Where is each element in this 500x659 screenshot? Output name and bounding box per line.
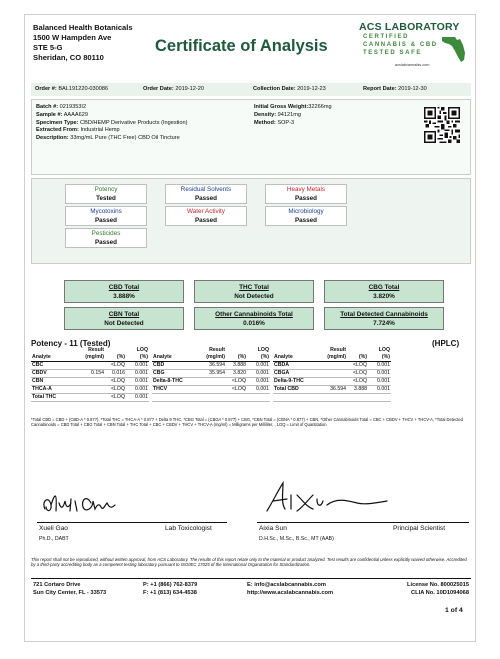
acs-logo bbox=[355, 21, 475, 65]
test-summary-panel bbox=[31, 178, 471, 264]
sample-info bbox=[31, 99, 471, 175]
total-box-thc bbox=[194, 280, 314, 303]
logo-line-1: CERTIFIED bbox=[363, 34, 410, 40]
total-label: CBD Total bbox=[108, 284, 140, 291]
footer-divider bbox=[31, 578, 471, 579]
signature-line bbox=[257, 522, 469, 523]
signature-sun bbox=[257, 479, 427, 519]
footer-license: License No. 800025015 CLIA No. 10D1094068 bbox=[407, 582, 469, 596]
col-analyte: Analyte bbox=[152, 347, 196, 362]
total-box-cbg bbox=[324, 280, 444, 303]
col-result: Result (mg/ml) bbox=[317, 347, 347, 362]
sample-label: Sample #: bbox=[36, 111, 63, 118]
col-analyte: Analyte bbox=[273, 347, 317, 362]
test-name: Mycotoxins bbox=[90, 208, 122, 215]
gross-weight-label: Initial Gross Weight: bbox=[254, 104, 309, 110]
test-name: Water Activity bbox=[187, 208, 225, 215]
potency-method: (HPLC) bbox=[432, 339, 460, 348]
batch-number: 0219353I2 bbox=[59, 104, 87, 110]
order-date-label: Order Date: bbox=[143, 86, 174, 92]
report-date-label: Report Date: bbox=[363, 86, 397, 92]
col-loq: LOQ (%) bbox=[368, 347, 391, 362]
col-pct: (%) bbox=[226, 347, 247, 362]
collection-date: 2019-12-23 bbox=[297, 86, 326, 92]
signer-name: Xueli Gao bbox=[39, 525, 68, 532]
total-value: 3.888% bbox=[113, 293, 135, 300]
total-value: Not Detected bbox=[234, 293, 274, 300]
total-value: 7.724% bbox=[373, 320, 395, 327]
cannabinoid-totals bbox=[31, 270, 471, 340]
col-loq: LOQ (%) bbox=[247, 347, 270, 362]
table-row: THCA-A <LOQ 0.001 THCV <LOQ 0.001 Total CBD 36.594 3.888 0.001 bbox=[32, 386, 390, 392]
total-label: THC Total bbox=[239, 284, 269, 291]
sample-number: AAAA629 bbox=[63, 111, 88, 118]
extracted-from: Industrial Hemp bbox=[80, 127, 120, 134]
description: 33mg/mL Pure (THC Free) CBD Oil Tincture bbox=[70, 135, 180, 142]
footer-address: 721 Cortaro Drive Sun City Center, FL - 33573 bbox=[33, 582, 107, 596]
potency-title: Potency - 11 (Tested) bbox=[31, 339, 111, 348]
density-label: Density: bbox=[254, 111, 277, 118]
signer-name: Aixia Sun bbox=[259, 525, 287, 532]
order-number-label: Order #: bbox=[35, 86, 57, 92]
footer-email-link[interactable]: E: info@acslabcannabis.com bbox=[247, 582, 326, 588]
test-mycotoxins bbox=[65, 206, 147, 226]
total-label: CBN Total bbox=[108, 311, 140, 318]
logo-line-3: TESTED SAFE bbox=[363, 50, 422, 56]
total-label: CBG Total bbox=[368, 284, 400, 291]
logo-url: acslabcannabis.com bbox=[395, 63, 430, 67]
specimen-type-label: Specimen Type: bbox=[36, 119, 79, 126]
coa-page bbox=[24, 14, 476, 642]
footer-phone: P: +1 (866) 762-8379 F: +1 (813) 634-4538 bbox=[143, 582, 198, 596]
signature-gao bbox=[37, 485, 187, 521]
test-name: Potency bbox=[94, 186, 118, 193]
test-result: Passed bbox=[94, 238, 118, 246]
report-date: 2019-12-30 bbox=[398, 86, 427, 92]
order-info-bar bbox=[31, 83, 471, 96]
signer-credentials: D.H.Sc., M.Sc., B.Sc., MT (AAB) bbox=[259, 536, 334, 542]
table-row: CBN <LOQ 0.001 Delta-8-THC <LOQ 0.001 Delta-9-THC <LOQ 0.001 bbox=[32, 378, 390, 384]
test-name: Microbiology bbox=[288, 208, 324, 215]
test-result: Passed bbox=[194, 194, 218, 202]
density: 94121mg bbox=[277, 111, 301, 118]
signer-role: Lab Toxicologist bbox=[165, 525, 212, 532]
qr-code-icon[interactable] bbox=[424, 107, 460, 143]
total-value: 0.016% bbox=[243, 320, 265, 327]
gross-weight: 32266mg bbox=[308, 104, 332, 110]
method-label: Method: bbox=[254, 119, 276, 126]
extracted-from-label: Extracted From: bbox=[36, 127, 79, 134]
test-pesticides bbox=[65, 228, 147, 248]
test-name: Residual Solvents bbox=[180, 186, 232, 193]
total-box-cbd bbox=[64, 280, 184, 303]
table-row: CBDV 0.154 0.016 0.001 CBG 35.954 3.820 0.001 CBGA <LOQ 0.001 bbox=[32, 370, 390, 376]
table-row: CBC <LOQ 0.001 CBD 36.594 3.888 0.001 CBDA <LOQ 0.001 bbox=[32, 362, 390, 368]
logo-main-text: ACS LABORATORY bbox=[359, 21, 460, 33]
total-box-other bbox=[194, 307, 314, 330]
footer-website-link[interactable]: http://www.acslabcannabis.com bbox=[247, 589, 334, 596]
test-result: Passed bbox=[294, 194, 318, 202]
total-value: 3.820% bbox=[373, 293, 395, 300]
col-loq: LOQ (%) bbox=[126, 347, 149, 362]
order-number: BAL191220-030086 bbox=[58, 86, 109, 92]
test-residual-solvents bbox=[165, 184, 247, 204]
client-name: Balanced Health Botanicals bbox=[33, 23, 133, 32]
florida-map-icon bbox=[441, 35, 467, 63]
footer-contact bbox=[247, 582, 333, 597]
col-pct: (%) bbox=[105, 347, 126, 362]
client-city: Sheridan, CO 80110 bbox=[33, 53, 104, 62]
test-potency bbox=[65, 184, 147, 204]
test-result: Passed bbox=[294, 216, 318, 224]
col-analyte: Analyte bbox=[31, 347, 75, 362]
client-address bbox=[33, 23, 133, 63]
formula-footnote: *Total CBD = CBD + (CBD-A * 0.877), *Total THC = THCA-A * 0.877 + Delta 9 THC, *CBG Total = (CBGA * 0.877) + CBG, *CBN Total = (CBNA * 0.877) + CBN, *Other Cannabinoids Total = CBC + CBDV + THCV + THCV-A, *Total Detected Cannabinoids = CBD Total + CBG Total + CBN Total + THC Total + CBC + CBDV + THCV + THCV-A (mg/ml) = Milligrams per Milliliter, , LOQ = Limit of Quantitation bbox=[31, 417, 463, 428]
client-address-line2: STE 5-G bbox=[33, 43, 63, 52]
test-water-activity bbox=[165, 206, 247, 226]
test-name: Pesticides bbox=[91, 230, 121, 237]
total-value: Not Detected bbox=[104, 320, 144, 327]
method: SOP-3 bbox=[277, 119, 295, 126]
col-result: Result (mg/ml) bbox=[196, 347, 226, 362]
test-name: Heavy Metals bbox=[286, 186, 326, 193]
total-box-cbn bbox=[64, 307, 184, 330]
total-label: Total Detected Cannabinoids bbox=[340, 311, 428, 318]
test-heavy-metals bbox=[265, 184, 347, 204]
test-result: Passed bbox=[194, 216, 218, 224]
signer-credentials: Ph.D., DABT bbox=[39, 536, 69, 542]
test-result: Tested bbox=[96, 194, 116, 202]
test-microbiology bbox=[265, 206, 347, 226]
specimen-type: CBD/HEMP Derivative Products (Ingestion) bbox=[80, 119, 188, 126]
description-label: Description: bbox=[36, 135, 69, 142]
table-row: Total THC <LOQ 0.001 bbox=[31, 394, 391, 402]
signer-role: Principal Scientist bbox=[393, 525, 446, 532]
potency-table bbox=[31, 347, 391, 402]
total-box-detected bbox=[324, 307, 444, 330]
page-number: 1 of 4 bbox=[445, 607, 463, 614]
order-date: 2019-12-20 bbox=[175, 86, 204, 92]
test-result: Passed bbox=[94, 216, 118, 224]
disclaimer: This report shall not be reproduced, without written approval, from ACS Laboratory. The results of this report relate only to the material or product analyzed. Test results are confidential unless explicitly waived otherwise. Accredited by a third-party accrediting body as a competent testing laboratory pursuant to ISO/IEC 17025 of the International Organization for Standardization. bbox=[31, 557, 467, 568]
logo-line-2: CANNABIS & CBD bbox=[363, 42, 438, 48]
total-label: Other Cannabinoids Total bbox=[215, 311, 293, 318]
page-title: Certificate of Analysis bbox=[155, 37, 328, 55]
col-result: Result (mg/ml) bbox=[75, 347, 105, 362]
signature-line bbox=[37, 522, 227, 523]
client-address-line1: 1500 W Hampden Ave bbox=[33, 33, 112, 42]
collection-date-label: Collection Date: bbox=[253, 86, 296, 92]
col-pct: (%) bbox=[347, 347, 368, 362]
batch-label: Batch #: bbox=[36, 104, 59, 110]
